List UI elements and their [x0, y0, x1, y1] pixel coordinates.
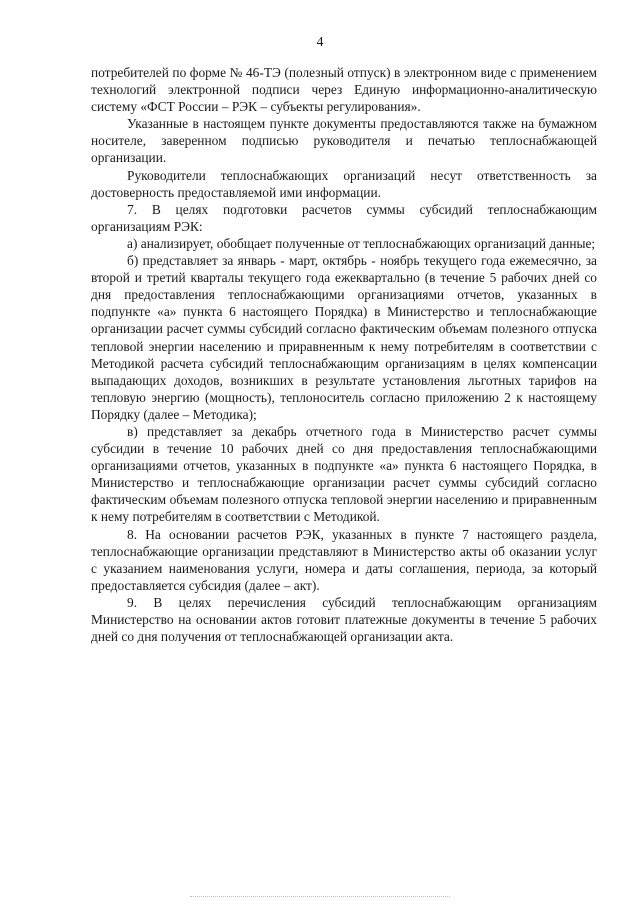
paragraph-item-9: 9. В целях перечисления субсидий теплоснабжающим организациям Министерство на основании актов готовит платежные документы в течение 5 рабочих дней со дня получения от теплоснабжающей организации акта. — [91, 594, 597, 645]
document-body — [91, 64, 597, 645]
paragraph-item-7a: а) анализирует, обобщает полученные от теплоснабжающих организаций данные; — [127, 235, 596, 251]
paragraph-item-7v: в) представляет за декабрь отчетного года в Министерство расчет суммы субсидии в течение 10 рабочих дней со дня предоставления теплоснабжающими организациями отчетов, указанных в подпункте «а» пункта 6 настоящего Порядка, в Министерство и теплоснабжающие организации расчет суммы субсидий согласно фактическим объемам полезного отпуска тепловой энергии населению и приравненным к нему потребителям в соответствии с Методикой. — [91, 423, 597, 525]
paragraph-responsibility: Руководители теплоснабжающих организаций несут ответственность за достоверность предоставляемой ими информации. — [91, 167, 597, 200]
paragraph-continuation: потребителей по форме № 46-ТЭ (полезный отпуск) в электронном виде с применением технологий электронной подписи через Единую информационно-аналитическую систему «ФСТ России – РЭК – субъекты регулирования». — [91, 65, 597, 115]
paragraph-item-7b: б) представляет за январь - март, октябрь - ноябрь текущего года ежемесячно, за второй и третий кварталы текущего года ежеквартально (в течение 5 рабочих дней со дня предоставления теплоснабжающими организациями отчетов, указанных в подпункте «а» пункта 6 настоящего Порядка) в Министерство и теплоснабжающие организации расчет суммы субсидий согласно фактическим объемам полезного отпуска тепловой энергии населению и приравненным к нему потребителям в соответствии с Методикой расчета субсидий теплоснабжающим организациям в целях компенсации выпадающих доходов, возникших в результате установления льготных тарифов на тепловую энергию (мощность), теплоноситель согласно приложению 2 к настоящему Порядку (далее – Методика); — [91, 253, 597, 422]
page-number: 4 — [316, 35, 324, 50]
paragraph-paper-copies: Указанные в настоящем пункте документы предоставляются также на бумажном носителе, заверенном подписью руководителя и печатью теплоснабжающей организации. — [91, 116, 597, 166]
paragraph-item-8: 8. На основании расчетов РЭК, указанных в пункте 7 настоящего раздела, теплоснабжающие организации представляют в Министерство акты об оказании услуг с указанием наименования услуги, номера и даты соглашения, периода, за который предоставляется субсидия (далее – акт). — [91, 526, 597, 593]
paragraph-item-7: 7. В целях подготовки расчетов суммы субсидий теплоснабжающим организациям РЭК: — [91, 201, 597, 234]
scan-edge-mark — [190, 896, 450, 899]
